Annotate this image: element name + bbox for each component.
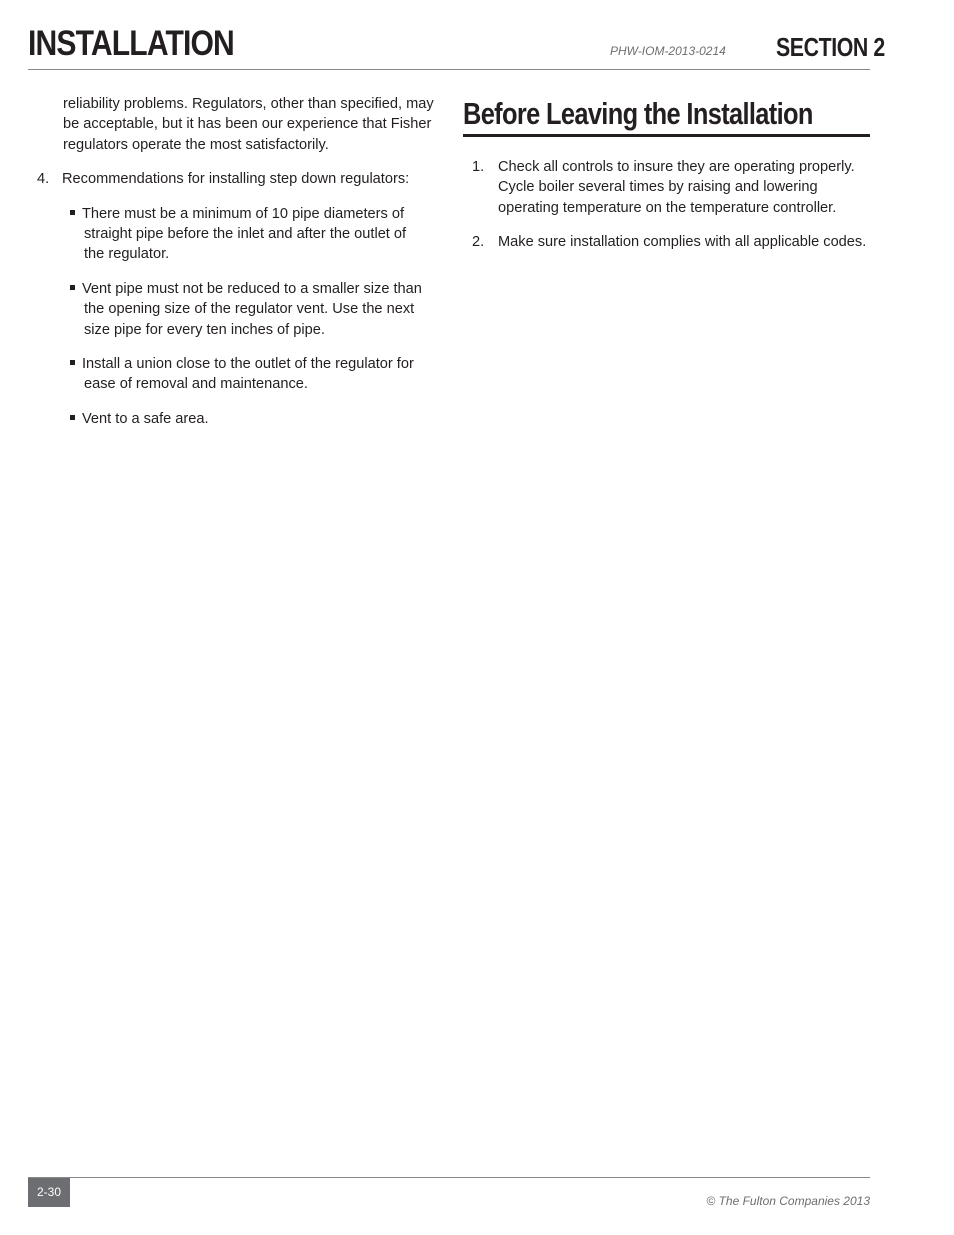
bullet-item (56, 354, 424, 395)
left-column (28, 94, 438, 443)
bullet-text: Vent pipe must not be reduced to a smaller size than the opening size of the regulator vent. Use the next size pipe for every ten inches of pipe. (82, 280, 422, 338)
bullet-item (56, 279, 424, 340)
page-number: 2-30 (28, 1178, 70, 1207)
bullet-text: Vent to a safe area. (82, 410, 209, 427)
list-number: 1. (472, 159, 485, 175)
square-bullet-icon (70, 210, 75, 215)
bullet-text: Install a union close to the outlet of the regulator for ease of removal and maintenance. (82, 356, 414, 393)
copyright-notice: © The Fulton Companies 2013 (706, 1194, 870, 1208)
list-item-text: Check all controls to insure they are operating properly. Cycle boiler several times by raising and lowering operating temperature on the temperature controller. (498, 159, 855, 216)
section-label: SECTION 2 (776, 32, 885, 62)
bullet-item (56, 204, 424, 265)
list-number: 2. (472, 234, 485, 251)
footer-divider (28, 1177, 870, 1178)
continued-paragraph: reliability problems. Regulators, other than specified, may be acceptable, but it has been our experience that Fisher regulators operate the most satisfactorily. (63, 96, 434, 153)
square-bullet-icon (70, 360, 75, 365)
bullet-text: There must be a minimum of 10 pipe diameters of straight pipe before the inlet and after the outlet of the regulator. (82, 205, 407, 263)
bullet-item (56, 409, 424, 429)
list-item-text: Recommendations for installing step down regulators: (62, 171, 410, 188)
document-id: PHW-IOM-2013-0214 (610, 44, 726, 58)
right-column (463, 96, 871, 267)
list-item-1 (463, 157, 871, 218)
list-item-4 (28, 169, 438, 189)
list-item-text: Make sure installation complies with all applicable codes. (498, 234, 867, 251)
square-bullet-icon (70, 415, 75, 420)
section-heading: Before Leaving the Installation (463, 96, 813, 131)
header-divider (28, 69, 870, 70)
square-bullet-icon (70, 285, 75, 290)
page-title: INSTALLATION (28, 24, 234, 63)
list-number: 4. (37, 171, 50, 188)
list-item-2 (463, 232, 871, 252)
heading-underline (463, 134, 870, 137)
